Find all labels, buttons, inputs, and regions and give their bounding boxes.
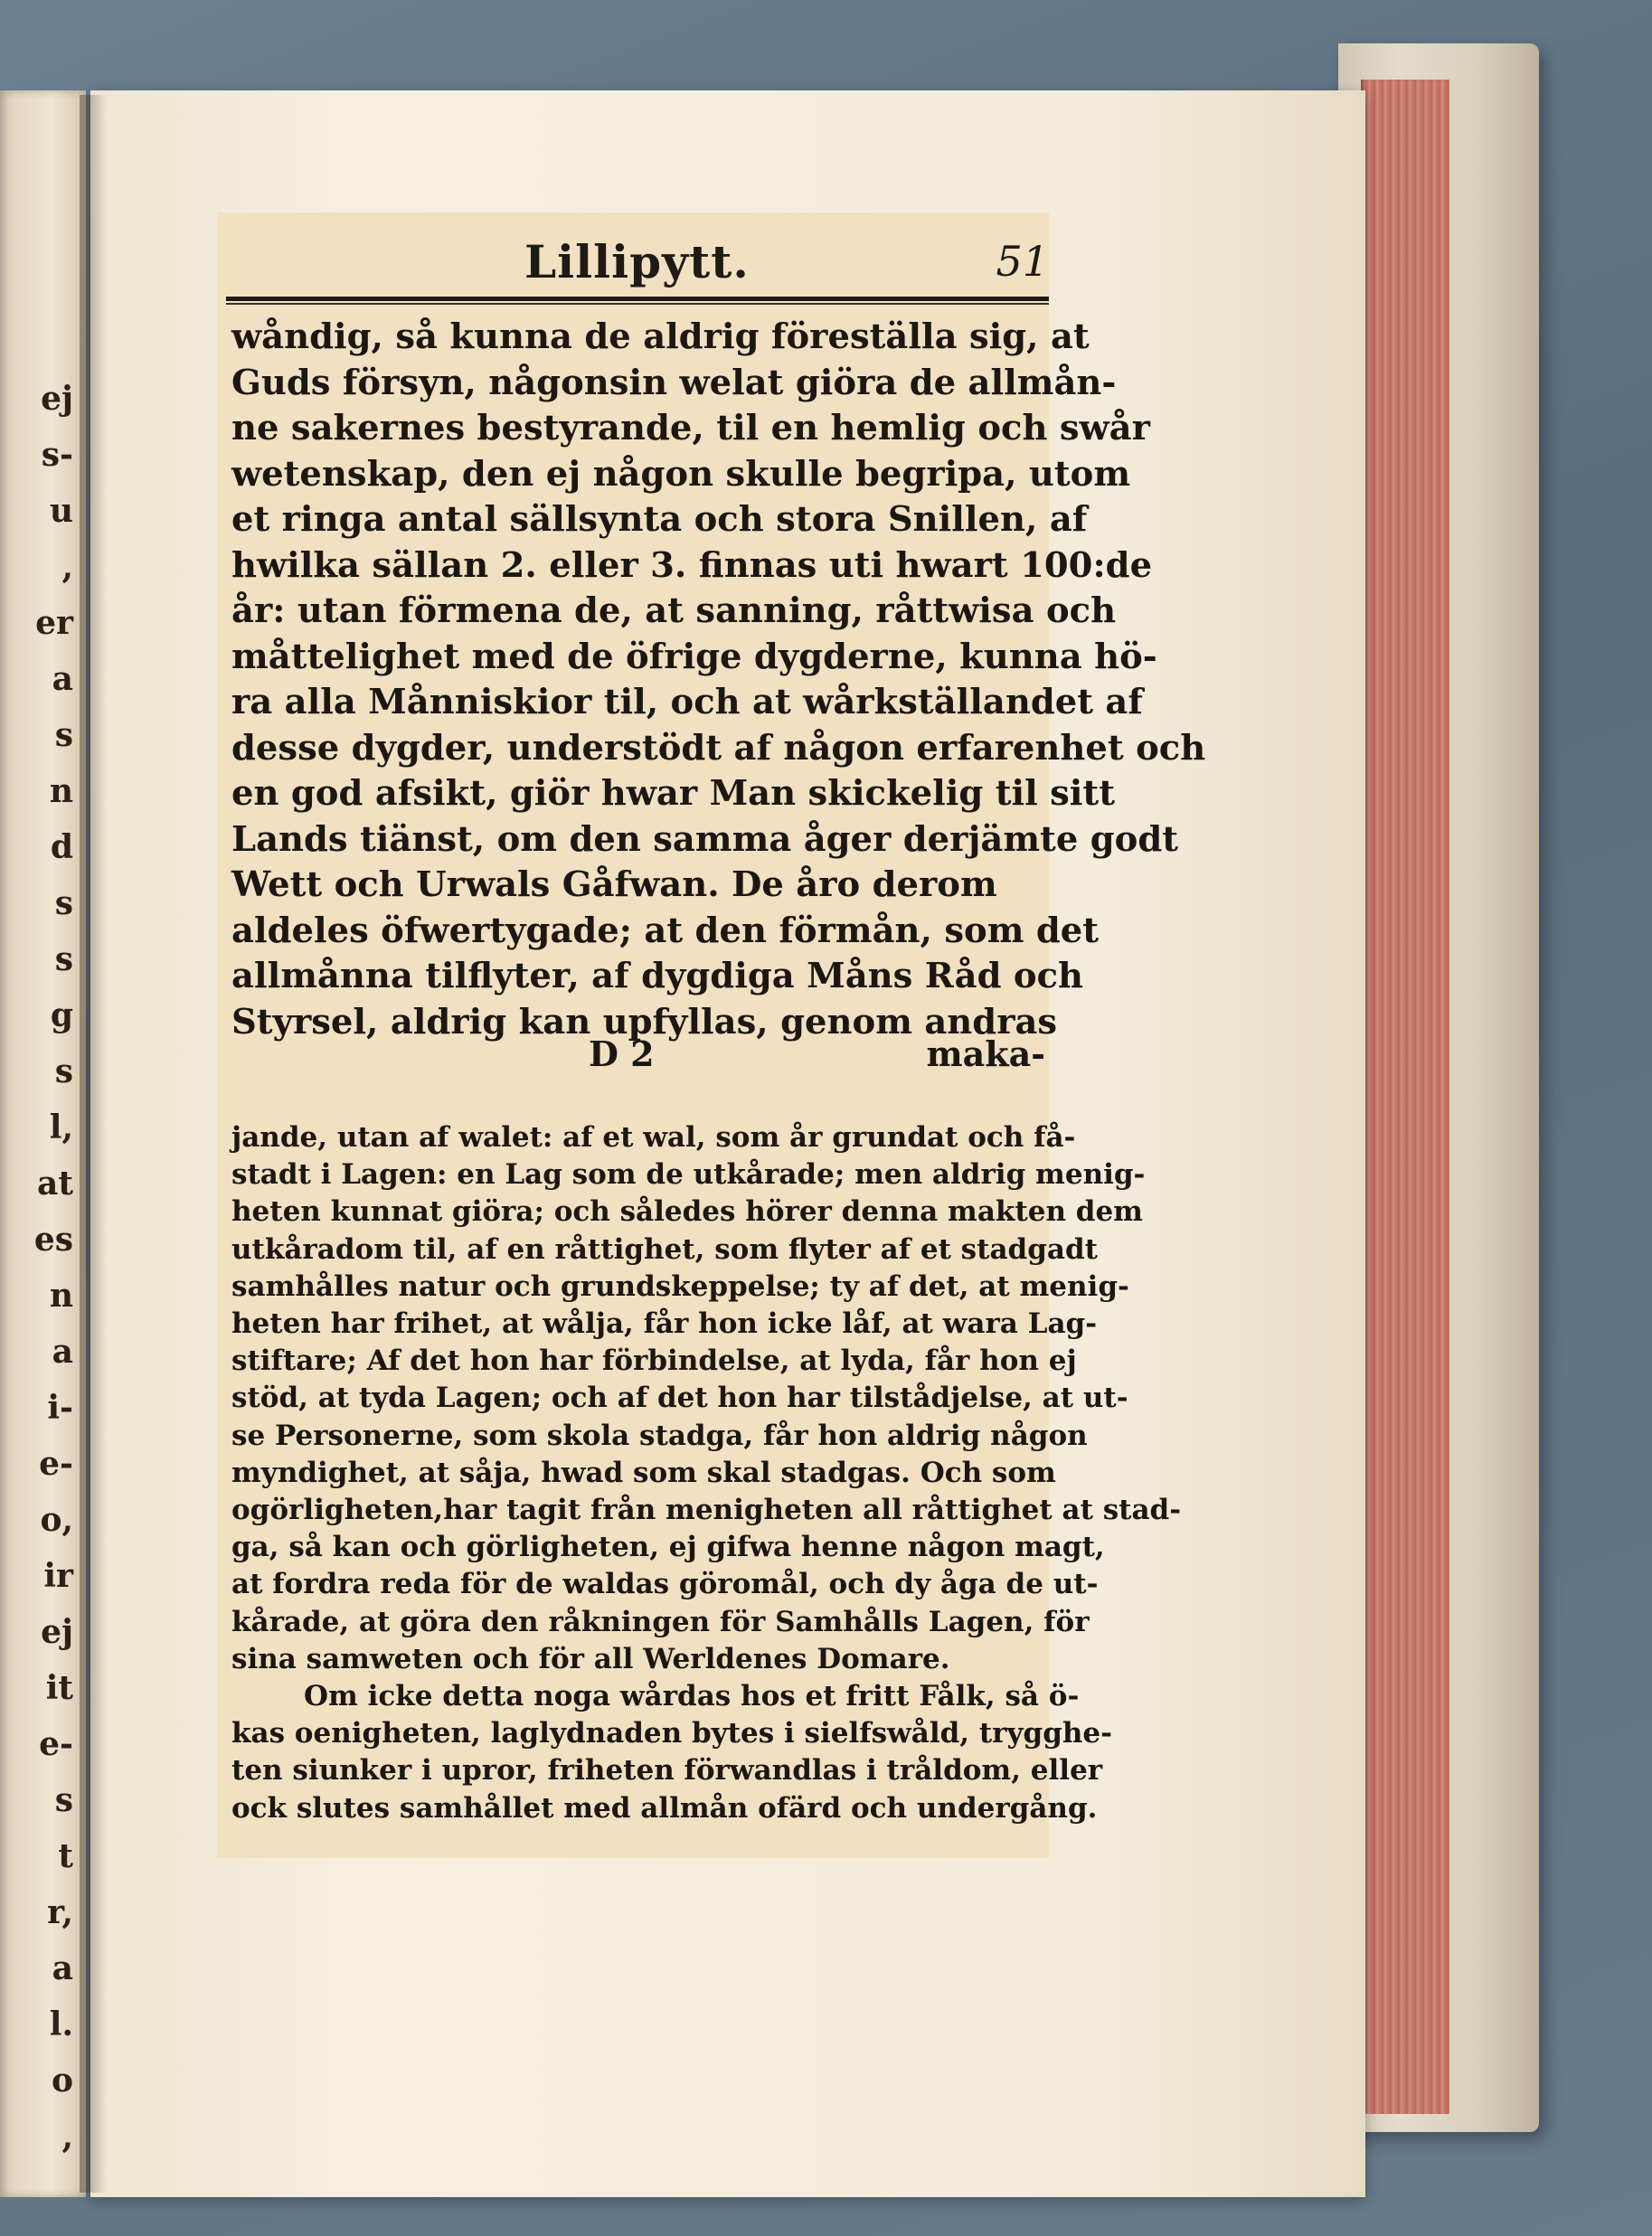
catchword: maka- xyxy=(926,1033,1045,1074)
left-page-fragment: s xyxy=(54,884,73,922)
text-line: ten siunker i upror, friheten förwandlas i tråldom, eller xyxy=(231,1754,1103,1788)
left-page-fragment: s xyxy=(54,1781,73,1819)
left-page-fragment: s xyxy=(54,716,73,754)
left-page-fragment: l, xyxy=(49,1109,73,1146)
text-line: at fordra reda för de waldas göromål, och dy åga de ut- xyxy=(231,1568,1099,1601)
left-page-fragment: u xyxy=(49,492,73,530)
text-line: Om icke detta noga wårdas hos et fritt Fålk, så ö- xyxy=(304,1680,1080,1713)
text-line: myndighet, at såja, hwad som skal stadgas. Och som xyxy=(231,1456,1056,1489)
text-line: Styrsel, aldrig kan upfyllas, genom andras xyxy=(231,1001,1058,1043)
left-page-fragment: o, xyxy=(40,1501,73,1539)
left-page-fragment: ej xyxy=(41,380,73,418)
left-page-fragment: i- xyxy=(47,1389,73,1427)
left-page-fragment: o xyxy=(51,2061,73,2099)
left-page-fragment: t xyxy=(58,1837,73,1875)
left-page-fragment: r, xyxy=(47,1893,73,1931)
left-page-fragment: n xyxy=(49,1277,73,1315)
left-page-fragment: it xyxy=(45,1669,73,1707)
left-page-fragment: a xyxy=(52,1949,73,1987)
text-line: heten har frihet, at wålja, får hon icke låf, at wara Lag- xyxy=(231,1307,1098,1341)
text-line: et ringa antal sällsynta och stora Snillen, af xyxy=(231,499,1088,540)
left-page-fragment: ej xyxy=(41,1613,73,1651)
left-page-fragment: n xyxy=(49,772,73,810)
left-page-fragment: a xyxy=(52,1333,73,1371)
text-line: ock slutes samhållet med allmån ofärd och undergång. xyxy=(231,1791,1098,1825)
left-page-fragment: l. xyxy=(49,2005,73,2043)
signature-mark: D 2 xyxy=(589,1033,655,1074)
page-edges xyxy=(1361,80,1449,2114)
signature-line xyxy=(231,1033,1045,1083)
text-line: jande, utan af walet: af et wal, som år grundat och få- xyxy=(231,1121,1076,1154)
text-line: måttelighet med de öfrige dygderne, kunna hö- xyxy=(231,636,1157,677)
text-line: kas oenigheten, laglydnaden bytes i sielfswåld, trygghe- xyxy=(231,1717,1113,1750)
left-page-fragment: er xyxy=(35,604,73,642)
text-line: wetenskap, den ej någon skulle begripa, utom xyxy=(231,453,1131,495)
text-line: allmånna tilflyter, af dygdiga Måns Råd och xyxy=(231,956,1084,996)
text-line: kårade, at göra den råkningen för Samhålls Lagen, för xyxy=(231,1605,1090,1638)
text-line: aldeles öfwertygade; at den förmån, som det xyxy=(231,910,1100,951)
text-line: stadt i Lagen: en Lag som de utkårade; men aldrig menig- xyxy=(231,1158,1146,1192)
text-line: Wett och Urwals Gåfwan. De åro derom xyxy=(231,864,997,905)
text-line: år: utan förmena de, at sanning, råttwisa och xyxy=(231,590,1117,631)
text-line: ra alla Månniskior til, och at wårkställandet af xyxy=(231,682,1143,722)
left-page-fragment: s xyxy=(54,940,73,978)
text-line: Lands tiänst, om den samma åger derjämte godt xyxy=(231,818,1179,860)
gutter-shadow xyxy=(80,95,107,2193)
text-line: ne sakernes bestyrande, til en hemlig och swår xyxy=(231,408,1150,448)
body-text-lower xyxy=(231,1119,1182,1827)
left-page-fragment: s- xyxy=(41,436,73,474)
left-page-fragment: s xyxy=(54,1052,73,1090)
text-line: stöd, at tyda Lagen; och af det hon har tilstådjelse, at ut- xyxy=(231,1382,1128,1415)
text-line: hwilka sällan 2. eller 3. finnas uti hwart 100:de xyxy=(231,544,1153,586)
text-line: ogörligheten,har tagit från menigheten all råttighet at stad- xyxy=(231,1494,1182,1527)
page-number: 51 xyxy=(996,237,1049,286)
left-page-fragment: es xyxy=(33,1221,73,1259)
text-line: wåndig, så kunna de aldrig föreställa sig, at xyxy=(231,316,1090,357)
text-line: Guds försyn, någonsin welat giöra de allmån- xyxy=(231,362,1117,403)
text-line: samhålles natur och grundskeppelse; ty af det, at menig- xyxy=(231,1269,1129,1303)
text-line: desse dygder, understödt af någon erfarenhet och xyxy=(231,727,1206,769)
running-header xyxy=(226,235,1049,289)
body-text-upper xyxy=(231,315,1206,1045)
left-page-fragment: ir xyxy=(43,1557,73,1595)
left-page-fragment: e- xyxy=(39,1725,73,1763)
left-page-fragment: d xyxy=(50,828,73,866)
text-line: se Personerne, som skola stadga, får hon aldrig någon xyxy=(231,1419,1088,1452)
left-page-fragment: , xyxy=(61,2118,73,2156)
text-line: ga, så kan och görligheten, ej gifwa henne någon magt, xyxy=(231,1531,1105,1564)
header-rule xyxy=(226,297,1049,301)
running-title: Lillipytt. xyxy=(524,235,750,288)
left-page-fragment: e- xyxy=(39,1445,73,1483)
left-page-fragment: at xyxy=(37,1165,73,1203)
text-line: sina samweten och för all Werldenes Domare. xyxy=(231,1642,950,1675)
text-line: stiftare; Af det hon har förbindelse, at lyda, får hon ej xyxy=(231,1344,1077,1378)
text-line: en god afsikt, giör hwar Man skickelig til sitt xyxy=(231,773,1115,814)
text-line: heten kunnat giöra; och således hörer denna makten dem xyxy=(231,1195,1143,1229)
left-page-fragment: a xyxy=(52,660,73,698)
left-page-fragment: , xyxy=(61,548,73,586)
header-rule-thin xyxy=(226,303,1049,305)
left-page-fragment: g xyxy=(50,996,73,1034)
previous-page-edge xyxy=(0,90,86,2197)
text-line: utkåradom til, af en råttighet, som flyter af et stadgadt xyxy=(231,1232,1098,1266)
